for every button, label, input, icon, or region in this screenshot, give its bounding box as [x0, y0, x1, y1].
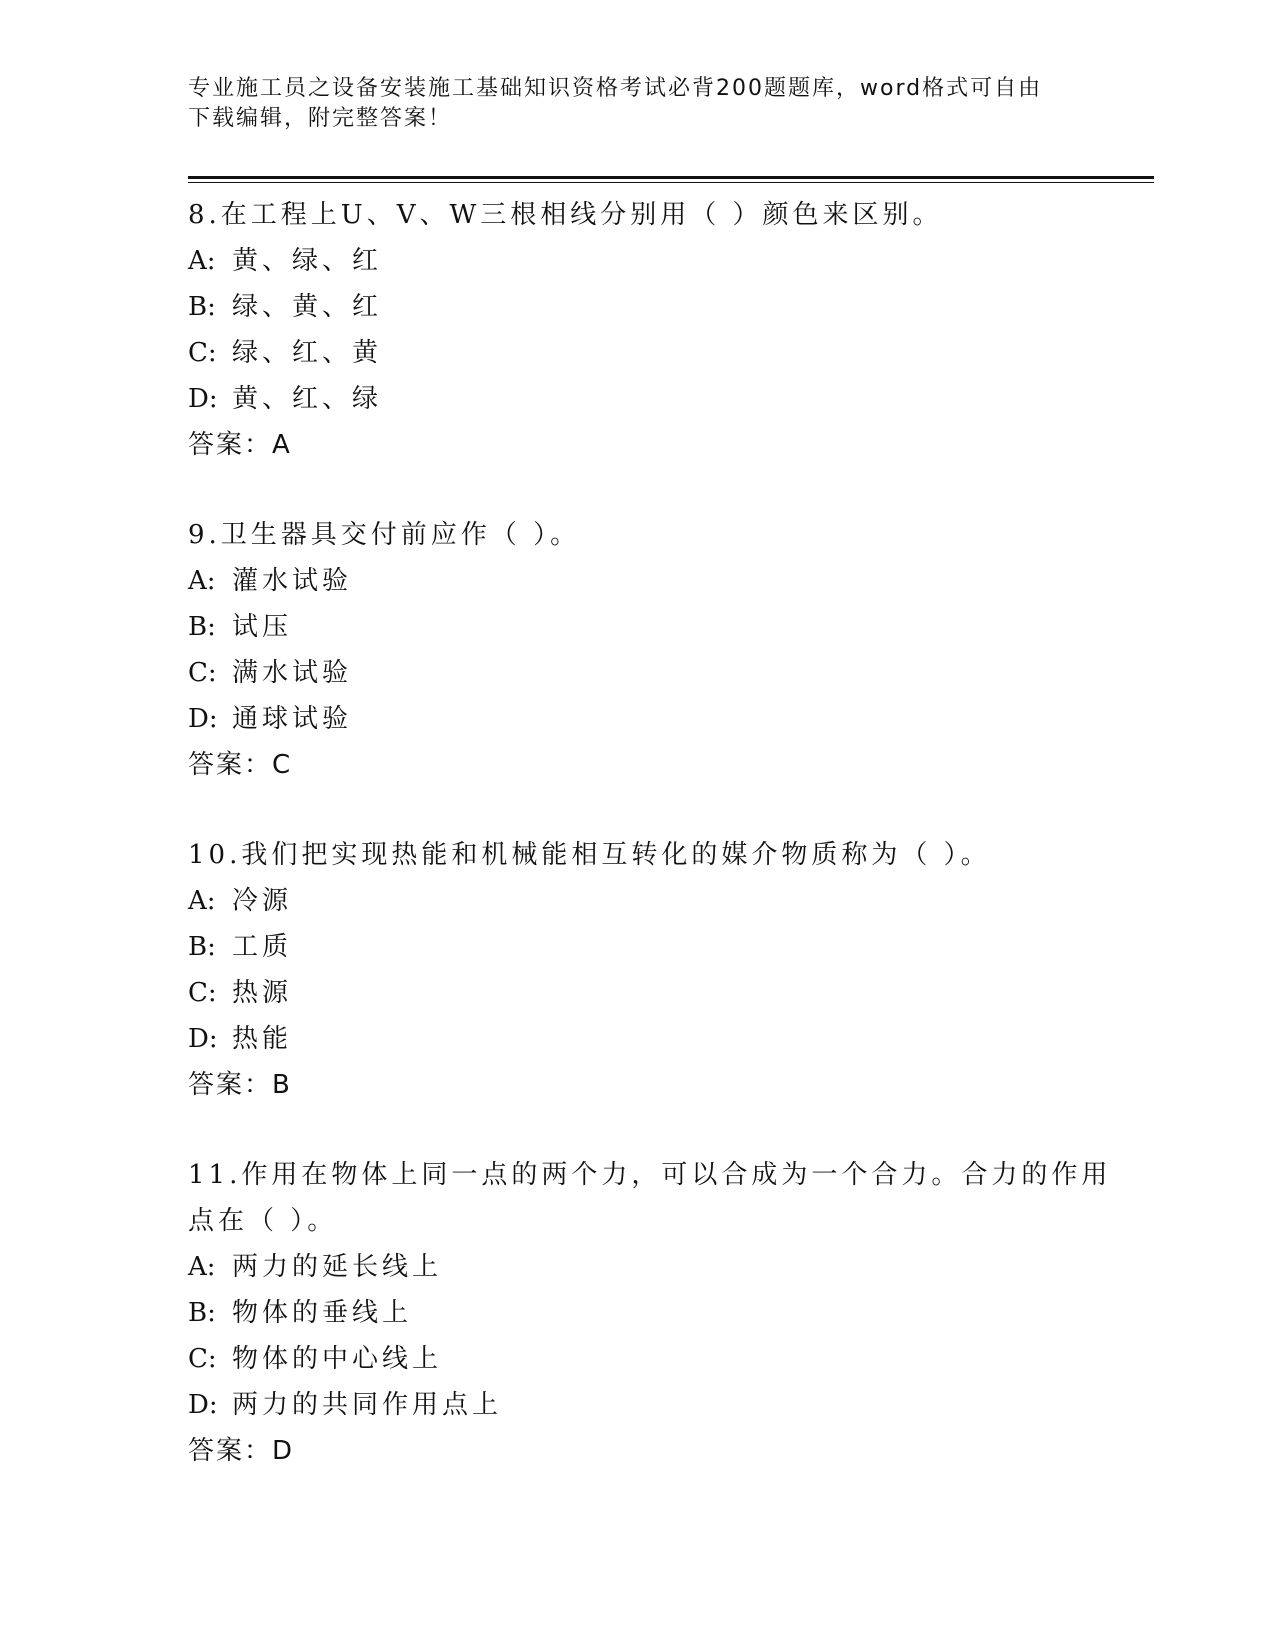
option-b: [188, 924, 1108, 970]
option-label: A:: [188, 246, 216, 276]
answer: 答案：A: [188, 430, 292, 460]
header-divider-thin: [188, 182, 1154, 183]
option-a: [188, 878, 1108, 924]
option-label: C:: [188, 658, 217, 688]
option-label: B:: [188, 1298, 216, 1328]
option-c: [188, 1336, 1108, 1382]
option-label: D:: [188, 1024, 218, 1054]
option-label: A:: [188, 566, 216, 596]
header-line-2: 下载编辑，附完整答案！: [188, 106, 453, 131]
question-11: [188, 1152, 1112, 1474]
option-text: 绿、黄、红: [232, 292, 383, 322]
option-c: [188, 330, 1108, 376]
option-d: [188, 1382, 1108, 1428]
question-stem: 8.在工程上U、V、W三根相线分别用（ ）颜色来区别。: [188, 200, 943, 230]
question-stem-continued: 点在（ ）。: [188, 1206, 338, 1236]
option-text: 黄、绿、红: [232, 246, 383, 276]
question-8: [188, 192, 1108, 468]
question-stem: 9.卫生器具交付前应作（ ）。: [188, 520, 581, 550]
option-label: A:: [188, 1252, 216, 1282]
answer: 答案：C: [188, 750, 293, 780]
answer: 答案：B: [188, 1070, 292, 1100]
question-list: [188, 192, 1112, 1518]
option-c: [188, 970, 1108, 1016]
option-text: 两力的延长线上: [232, 1252, 443, 1282]
option-text: 两力的共同作用点上: [232, 1390, 503, 1420]
option-text: 工质: [232, 932, 293, 962]
option-b: [188, 604, 1108, 650]
option-d: [188, 376, 1108, 422]
option-text: 热源: [232, 978, 293, 1008]
option-label: B:: [188, 292, 216, 322]
question-stem: 10.我们把实现热能和机械能相互转化的媒介物质称为（ ）。: [188, 840, 991, 870]
option-a: [188, 1244, 1108, 1290]
option-d: [188, 1016, 1108, 1062]
option-text: 黄、红、绿: [232, 384, 383, 414]
option-label: C:: [188, 1344, 217, 1374]
header-divider-thick: [188, 176, 1154, 179]
option-label: D:: [188, 1390, 218, 1420]
option-a: [188, 558, 1108, 604]
option-label: C:: [188, 978, 217, 1008]
option-label: B:: [188, 612, 216, 642]
option-label: B:: [188, 932, 216, 962]
option-text: 冷源: [232, 886, 293, 916]
answer: 答案：D: [188, 1436, 295, 1466]
option-text: 物体的垂线上: [232, 1298, 413, 1328]
option-text: 绿、红、黄: [232, 338, 383, 368]
option-text: 满水试验: [232, 658, 353, 688]
option-label: A:: [188, 886, 216, 916]
option-d: [188, 696, 1108, 742]
option-b: [188, 1290, 1108, 1336]
question-10: [188, 832, 1108, 1108]
option-text: 通球试验: [232, 704, 353, 734]
header-line-1: 专业施工员之设备安装施工基础知识资格考试必背200题题库，word格式可自由: [188, 76, 1043, 101]
option-c: [188, 650, 1108, 696]
option-label: D:: [188, 704, 218, 734]
option-text: 物体的中心线上: [232, 1344, 443, 1374]
option-text: 热能: [232, 1024, 293, 1054]
option-b: [188, 284, 1108, 330]
question-stem: 11.作用在物体上同一点的两个力，可以合成为一个合力。合力的作用: [188, 1160, 1112, 1190]
option-label: C:: [188, 338, 217, 368]
option-text: 试压: [232, 612, 293, 642]
question-9: [188, 512, 1108, 788]
document-header: [188, 74, 1068, 134]
option-label: D:: [188, 384, 218, 414]
option-text: 灌水试验: [232, 566, 353, 596]
option-a: [188, 238, 1108, 284]
